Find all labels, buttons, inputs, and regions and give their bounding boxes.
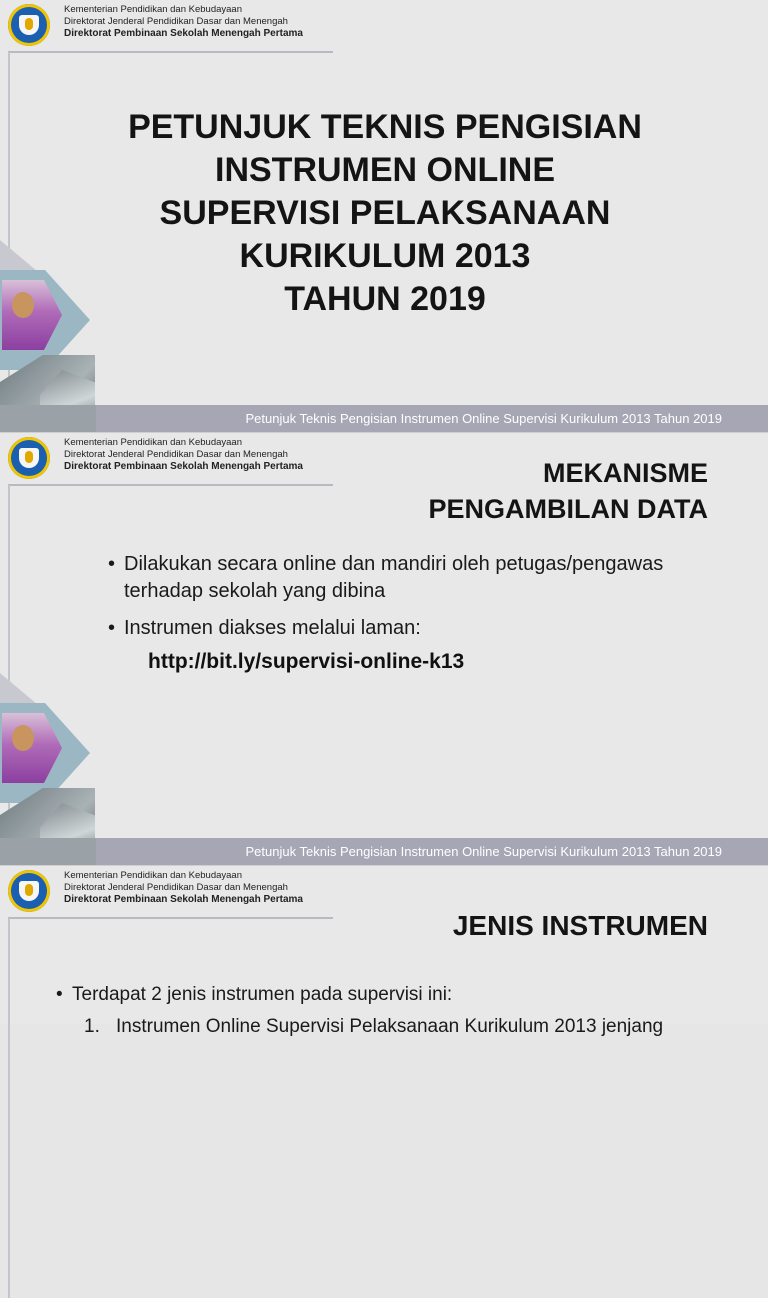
header-directorate: Direktorat Pembinaan Sekolah Menengah Pertama [64,461,303,472]
header-directorate-general: Direktorat Jenderal Pendidikan Dasar dan Menengah [64,449,288,460]
header-ministry: Kementerian Pendidikan dan Kebudayaan [64,870,242,881]
slide-3 [0,866,768,1037]
decorative-photo-mosaic [0,673,95,865]
item-number: 1. [84,1016,100,1037]
slide-3-title: JENIS INSTRUMEN [452,910,708,941]
title-line: SUPERVISI PELAKSANAAN [159,194,611,232]
bullet-list [56,982,736,1040]
bullet-item: • Terdapat 2 jenis instrumen pada supervisi ini: [56,982,736,1008]
title-line: PETUNJUK TEKNIS PENGISIAN [128,108,642,146]
kemendikbud-logo-icon [8,437,50,479]
bullet-item: • Dilakukan secara online dan mandiri oleh petugas/pengawas terhadap sekolah yang dibina [108,551,708,605]
kemendikbud-logo-icon [8,870,50,912]
slide-footer [96,405,768,432]
header-directorate-general: Direktorat Jenderal Pendidikan Dasar dan Menengah [64,882,288,893]
bullet-list [108,551,708,642]
header-divider [8,917,333,919]
slide-1 [0,0,768,432]
header-divider [8,484,333,486]
slide-header [0,0,340,52]
item-text: Instrumen Online Supervisi Pelaksanaan Kurikulum 2013 jenjang [116,1016,664,1037]
title-line: TAHUN 2019 [284,280,486,318]
footer-text: Petunjuk Teknis Pengisian Instrumen Online Supervisi Kurikulum 2013 Tahun 2019 [245,411,722,426]
bullet-item: • Instrumen diakses melalui laman: [108,615,708,642]
title-line: MEKANISME [542,458,708,488]
header-directorate-general: Direktorat Jenderal Pendidikan Dasar dan Menengah [64,16,288,27]
title-line: PENGAMBILAN DATA [428,494,708,524]
header-divider [8,51,333,53]
slide-1-title [100,106,670,321]
slide-2 [0,433,768,865]
slide-header [0,433,340,485]
numbered-item [56,1014,736,1040]
student-face [12,292,34,318]
header-directorate: Direktorat Pembinaan Sekolah Menengah Pertama [64,28,303,39]
decorative-photo-mosaic [0,240,95,432]
header-ministry: Kementerian Pendidikan dan Kebudayaan [64,437,242,448]
slide-2-title [429,455,708,527]
slide-footer [96,838,768,865]
kemendikbud-logo-icon [8,4,50,46]
left-divider [8,918,10,1298]
title-line: INSTRUMEN ONLINE [215,151,555,189]
footer-strip [0,405,96,432]
header-directorate: Direktorat Pembinaan Sekolah Menengah Pertama [64,894,303,905]
student-face [12,725,34,751]
header-ministry: Kementerian Pendidikan dan Kebudayaan [64,4,242,15]
footer-strip [0,838,96,865]
footer-text: Petunjuk Teknis Pengisian Instrumen Online Supervisi Kurikulum 2013 Tahun 2019 [245,844,722,859]
title-line: KURIKULUM 2013 [239,237,531,275]
slide-header [0,866,340,918]
instrument-link[interactable]: http://bit.ly/supervisi-online-k13 [148,650,465,673]
